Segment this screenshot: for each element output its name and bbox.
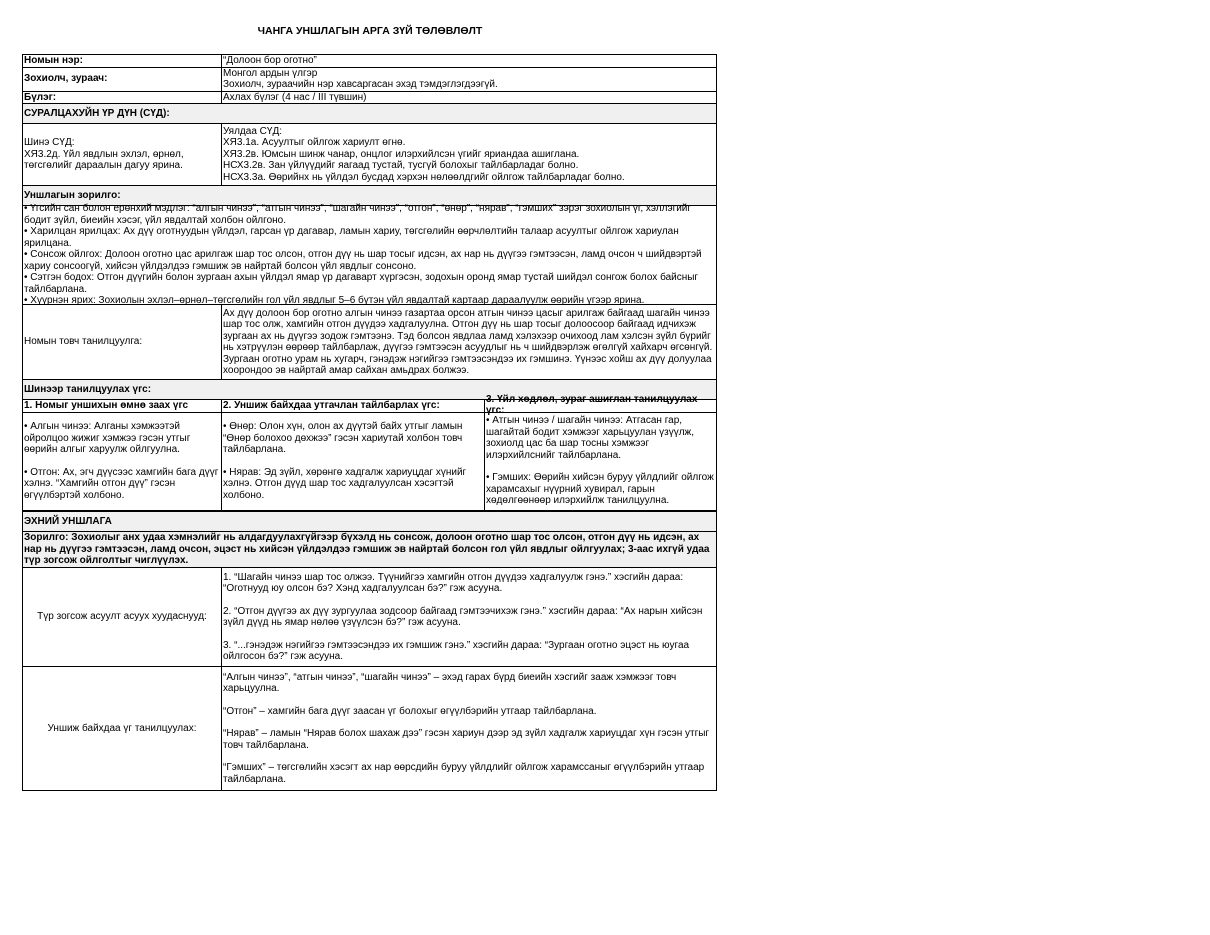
vocab-item: • Өнөр: Олон хүн, олон ах дүүтэй байх утгыг ламын “Өнөр болохоо дөхжээ” гэсэн хариутай холбон товч тайлбарлана. (223, 421, 463, 455)
pause-item: 3. “...гэнэдэж нэгийгээ гэмтээсэндээ их гэмшиж гэнэ.” хэсгийн дараа: “Зургаан оготно эцэст нь юугаа ойлгосон бэ?” гэж асууна. (223, 639, 690, 662)
goal-item: • Сонсож ойлгох: Долоон оготно цас арилгаж шар тос олсон, отгон дүү нь шар тосыг идсэн, ах нар нь дүүгээ гэмтээсэн, ламд очсон ч шийдвэртэй хариу сонсоогүй, хийсэн үйлдэлдээ гэмшиж эв найртай болсон үйл явдлыг сонсоно. (24, 249, 702, 272)
vocab-heading: Шинээр танилцуулах үгс: (23, 380, 717, 400)
first-reading-table (22, 511, 717, 791)
goal-item: • Хүүрнэн ярих: Зохиолын эхлэл–өрнөл–төгсгөлийн гол үйл явдлыг 5–6 бүтэн үйл явдалтай картаар дараалуулж өөрийн үгээр ярина. (24, 295, 645, 306)
outcome-line: төгсгөлийг дараалын дагуу ярина. (24, 160, 183, 172)
words-item: “Гэмших” – төгсгөлийн хэсэгт ах нар өөрсдийн буруу үйлдлийг ойлгож харамссаныг өгүүлбэрийн утгаар тайлбарлана. (223, 762, 705, 785)
book-name-value: “Долоон бор оготно” (222, 55, 717, 68)
vocab-col2-head: 2. Уншиж байхдаа утгачлан тайлбарлах үгс: (222, 400, 485, 413)
group-label: Бүлэг: (23, 91, 222, 104)
book-name-label: Номын нэр: (23, 55, 222, 68)
outcome-line: НСХ3.2в. Зан үйлүүдийг яагаад тустай, тусгүй болохыг тайлбарладаг болно. (223, 160, 579, 172)
goal-item: • Сэтгэн бодох: Отгон дүүгийн болон зургаан ахын үйлдэл ямар үр дагаварт хүргэсэн, зодохын оронд ямар тустай шийдэл сонгож болох байсныг тайлбарлана. (24, 272, 699, 295)
author-value (222, 67, 717, 91)
vocab-item: • Отгон: Ах, эгч дүүсээс хамгийн бага дүүг хэлнэ. “Хамгийн отгон дүү” гэсэн өгүүлбэртэй холбоно. (24, 466, 219, 501)
document-title: ЧАНГА УНШЛАГЫН АРГА ЗҮЙ ТӨЛӨВЛӨЛТ (257, 25, 483, 37)
vocab-item: • Нярав: Эд зүйл, хөрөнгө хадгалж хариуцдаг хүнийг хэлнэ. Отгон дүүд шар тос хадгалуулсан хэсэгтэй холбоно. (223, 466, 467, 501)
vocab-col2 (222, 412, 485, 510)
vocab-table (22, 393, 717, 511)
goal-item: • Үгсийн сан болон ерөнхий мэдлэг: “алгын чинээ”, “атгын чинээ”, “шагайн чинээ”, “отгон”, “өнөр”, “нярав”, “гэмших” зэрэг зохиолын үг, хэллэгийг бодит зүйл, биеийн хэсэг, үйл явдалтай холбон ойлгоно. (24, 203, 692, 226)
vocab-col1-head: 1. Номыг уншихын өмнө заах үгс (23, 400, 222, 413)
vocab-col3-head (485, 393, 717, 416)
new-outcomes (23, 124, 222, 186)
pause-label: Түр зогсож асуулт асуух хуудаснууд: (23, 568, 222, 667)
words-list (222, 667, 717, 791)
outcome-line: ХЯ3.2в. Юмсын шинж чанар, онцлог илэрхийлсэн үгийг яриандаа ашиглана. (223, 148, 580, 160)
first-reading-heading: ЭХНИЙ УНШЛАГА (23, 512, 717, 532)
vocab-col3-head-text: 3. Үйл хөдлөл, зураг ашиглан танилцуулах үгс: (486, 393, 698, 416)
author-value-line: Зохиолч, зураачийн нэр хавсаргасан эхэд тэмдэглэгдээгүй. (223, 79, 498, 90)
pause-item: 2. “Отгон дүүгээ ах дүү зургуулаа зодсоор байгаад гэмтээчихэж гэнэ.” хэсгийн дараа: “Ах нарын хийсэн зүйл дүүд нь ямар нөлөө үзүүлсэн бэ?” гэж асууна. (223, 605, 703, 628)
intro-label: Номын товч танилцуулга: (23, 305, 222, 380)
words-label: Уншиж байхдаа үг танилцуулах: (23, 667, 222, 791)
pause-item: 1. “Шагайн чинээ шар тос олжээ. Түүнийгээ хамгийн отгон дүүдээ хадгалуулж гэнэ.” хэсгийн дараа: “Оготнууд юу олсон бэ? Хэнд хадгалуулсан бэ?” гэж асууна. (223, 571, 684, 594)
words-item: “Алгын чинээ”, “атгын чинээ”, “шагайн чинээ” – эхэд гарах бүрд биеийн хэсгийг зааж хэмжээг товч харьцуулна. (223, 671, 677, 695)
outcome-line: ХЯ3.2д. Үйл явдлын эхлэл, өрнөл, (24, 148, 184, 160)
pause-questions (222, 568, 717, 667)
words-item: “Нярав” – ламын “Нярав болох шахаж дээ” гэсэн хариун дээр эд зүйл хадгалж хариуцдаг хүн гэсэн утгыг товч тайлбарлана. (223, 728, 710, 751)
vocab-item: • Гэмших: Өөрийн хийсэн буруу үйлдлийг ойлгож харамсахыг нүүрний хувирал, гарын хөдөлгөөнөөр илэрхийлж танилцуулна. (486, 472, 714, 507)
outcomes-heading: СУРАЛЦАХУЙН ҮР ДҮН (СҮД): (23, 104, 717, 124)
goals-heading: Уншлагын зорилго: (23, 186, 717, 206)
outcome-line: НСХ3.3а. Өөрийнх нь үйлдэл бусдад хэрхэн нөлөөлдгийг ойлгож тайлбарладаг болно. (223, 171, 625, 183)
info-table (22, 54, 717, 400)
words-item: “Отгон” – хамгийн бага дүүг заасан үг болохыг өгүүлбэрийн утгаар тайлбарлана. (223, 705, 597, 717)
vocab-item: • Атгын чинээ / шагайн чинээ: Атгасан гар, шагайтай бодит хэмжээг харьцуулан үзүүлж, зохиолд цас ба шар тосны хэмжээг илэрхийлснийг тайлбарлана. (486, 415, 695, 461)
goals-list (23, 203, 717, 306)
first-reading-goal: Зорилго: Зохиолыг анх удаа хэмнэлийг нь алдагдуулахгүйгээр бүхэлд нь сонсож, долоон оготно шар тос олсон, отгон дүү нь идсэн, ах нар нь дүүгээ гэмтээсэн, ламд очсон, эцэст нь хийсэн үйлдэлдээ гэмшиж эв найртай болсон гол үйл явдлыг ойлгуулах; 3-аас ихгүй удаа түр зогсож ойлголтыг чиглүүлэх. (23, 532, 717, 568)
related-outcomes (222, 124, 717, 186)
outcome-line: Шинэ СҮД: (24, 137, 75, 149)
intro-text: Ах дүү долоон бор оготно алгын чинээ газартаа орсон атгын чинээ цасыг арилгаж байгаад шагайн чинээ шар тос олж, хамгийн отгон дүүдээ хадгалуулна. Отгон дүү нь шар тосыг долоосоор байгаад идчихэж зургаан ах нь дүүгээ зодож гэмтээнэ. Тэд болсон явдлаа ламд хэлэхээр очихоод лам хэлсэн зүйл бүрийг нь хэтрүүлэн өөрөөр тайлбарлаж, дүүгээ гэмтээсэн асуудлыг нь ч шийдвэрлэж өгөлгүй хайхарч өгсөнгүй. Зургаан оготно урам нь хугарч, гэнэдэж нэгийгээ гэмтээсэндээ их гэмшинэ. Үүнээс хойш ах дүү долуулаа хоорондоо эв найртай амар сайхан амьдрах болжээ. (222, 305, 717, 380)
outcome-line: ХЯ3.1а. Асуултыг ойлгож хариулт өгнө. (223, 137, 406, 149)
vocab-col3 (485, 412, 717, 510)
group-value: Ахлах бүлэг (4 нас / III түвшин) (222, 91, 717, 104)
author-label: Зохиолч, зураач: (23, 67, 222, 91)
vocab-col1 (23, 412, 222, 510)
vocab-item: • Алгын чинээ: Алганы хэмжээтэй ойролцоо жижиг хэмжээ гэсэн утгыг өөрийн алгыг харуулж ойлгуулна. (24, 421, 191, 455)
author-value-line: Монгол ардын үлгэр (223, 67, 318, 79)
outcome-line: Уялдаа СҮД: (223, 125, 283, 137)
goal-item: • Харилцан ярилцах: Ах дүү оготнуудын үйлдэл, гарсан үр дагавар, ламын хариу, төгсгөлийн өөрчлөлтийн талаар асуултыг ойлгож хариулан ярилцана. (24, 226, 679, 249)
